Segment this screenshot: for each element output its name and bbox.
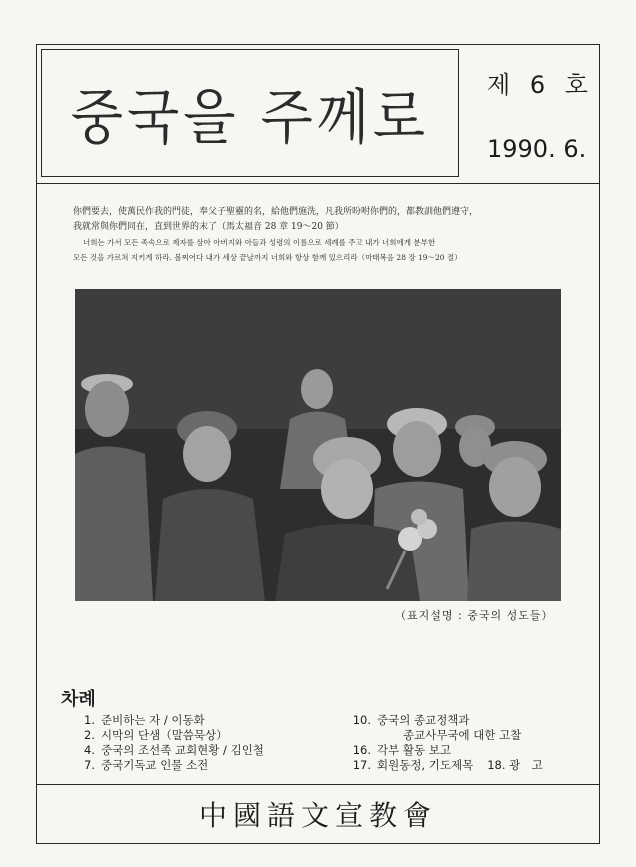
issue-info	[465, 45, 599, 183]
toc-item-title: 중국기독교 인물 소전	[101, 758, 209, 772]
verse-korean-line-1: 너희는 가서 모든 족속으로 제자를 삼아 아버지와 아들과 성령의 이름으로 세례를 주고 내가 너희에게 분부한	[83, 238, 436, 247]
toc-item[interactable]	[347, 743, 543, 758]
toc-item-title: 회원동정, 기도제목	[377, 758, 474, 772]
toc-item-title: 시막의 단샘（말씀묵상）	[101, 728, 228, 742]
issue-date: 1990. 6.	[487, 135, 587, 163]
photo-caption: （표지설명 : 중국의 성도들）	[395, 609, 554, 622]
title-box	[41, 49, 459, 177]
toc-page-number: 4.	[84, 743, 95, 757]
verse-korean-line-2: 모든 것을 가르쳐 지키게 하라. 볼찌어다 내가 세상 끝날까지 너희와 항상 함께 있으리라（마태복음 28 장 19～20 절）	[73, 253, 462, 262]
publisher-name: 中國語文宣教會	[198, 799, 437, 832]
toc-item-title: 중국의 종교정책과	[377, 713, 470, 727]
toc-page-number: 2.	[84, 728, 95, 742]
toc-item[interactable]	[71, 713, 264, 728]
toc-item-title: 각부 활동 보고	[377, 743, 451, 757]
cover-frame	[36, 44, 600, 844]
toc-item-continuation[interactable]: 종교사무국에 대한 고찰	[403, 728, 522, 742]
cover-photo	[75, 289, 561, 601]
toc-title: 차례	[61, 689, 96, 710]
toc-page-number: 7.	[84, 758, 95, 772]
verse-chinese-line-2: 我就常與你們同在，直到世界的末了（馬太福音 28 章 19～20 節）	[73, 222, 344, 232]
toc-item[interactable]	[71, 728, 264, 743]
toc-item[interactable]	[347, 758, 543, 773]
toc-item[interactable]	[71, 758, 264, 773]
masthead	[37, 45, 599, 184]
scripture-verse	[73, 205, 573, 265]
verse-chinese-line-1: 你們要去，使萬民作我的門徒，奉父子聖靈的名，給他們施洗，凡我所吩咐你們的，都教訓他們遵守，	[73, 207, 479, 217]
publication-title: 중국을 주께로	[70, 82, 430, 153]
issue-number: 제 6 호	[487, 71, 594, 99]
toc-item[interactable]	[71, 743, 264, 758]
toc-item-title: 준비하는 자 / 이동화	[101, 713, 205, 727]
toc-page-number: 10.	[352, 713, 371, 727]
toc-item-title: 중국의 조선족 교회현황 / 김인철	[101, 743, 264, 757]
toc-page-number: 16.	[352, 743, 371, 757]
toc-page-number: 17.	[352, 758, 371, 772]
toc-page-number: 1.	[84, 713, 95, 727]
toc-left-column	[71, 713, 264, 773]
footer	[37, 784, 599, 843]
toc-item-advertisement[interactable]: 18. 광 고	[487, 758, 543, 772]
toc-item[interactable]	[347, 713, 543, 728]
group-photo-illustration	[75, 289, 561, 601]
toc-right-column	[347, 713, 543, 773]
